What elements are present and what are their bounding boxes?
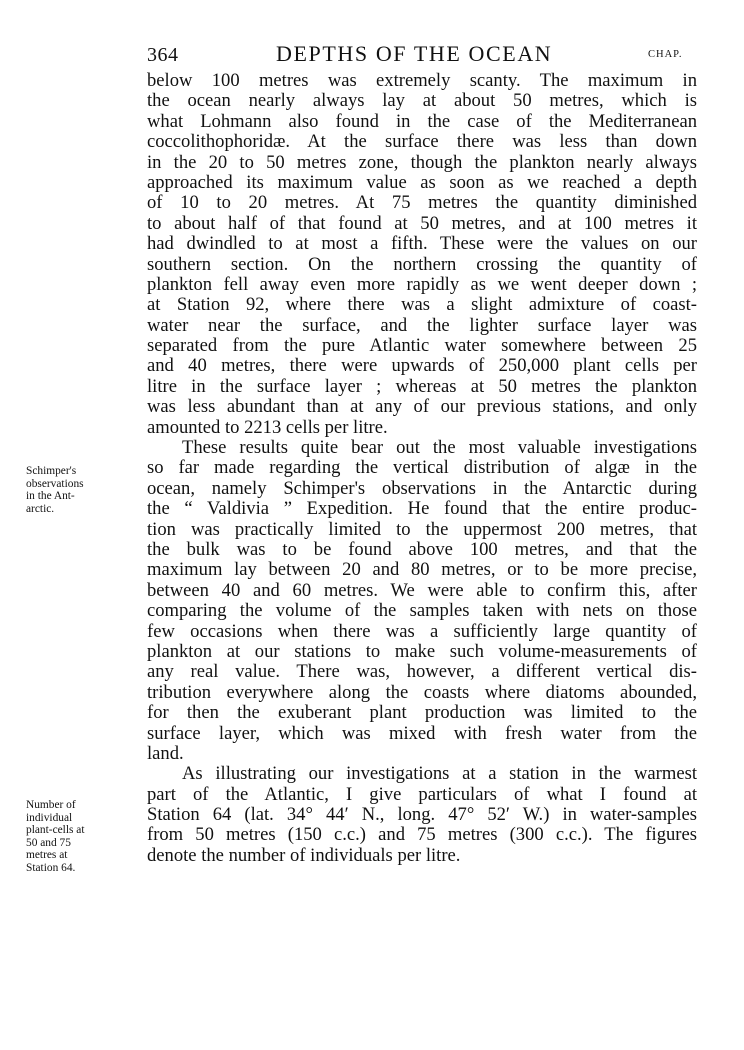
margin-note-line: individual: [26, 811, 73, 824]
chapter-mark: CHAP.: [648, 49, 683, 60]
text-line: water near the surface, and the lighter surface layer was: [147, 314, 697, 336]
text-line: approached its maximum value as soon as we reached a depth: [147, 171, 697, 193]
margin-note-line: 50 and 75: [26, 836, 71, 849]
page-number: 364: [147, 44, 179, 66]
margin-note-line: observations: [26, 477, 84, 490]
text-line: was less abundant than at any of our previous stations, and only: [147, 396, 697, 418]
text-line: litre in the surface layer ; whereas at 50 metres the plankton: [147, 375, 697, 397]
text-line: the bulk was to be found above 100 metres, and that the: [147, 538, 697, 560]
text-line: the “ Valdivia ” Expedition. He found that the entire produc-: [147, 498, 697, 520]
text-line: to about half of that found at 50 metres, and at 100 metres it: [147, 212, 697, 234]
text-line: at Station 92, where there was a slight admixture of coast-: [147, 294, 697, 316]
text-line: As illustrating our investigations at a station in the warmest: [182, 763, 697, 785]
text-line: These results quite bear out the most valuable investigations: [182, 437, 697, 459]
text-line: in the 20 to 50 metres zone, though the plankton nearly always: [147, 151, 697, 173]
paragraph-1: [147, 71, 697, 438]
text-line: maximum lay between 20 and 80 metres, or to be more precise,: [147, 559, 697, 581]
text-line: ocean, namely Schimper's observations in the Antarctic during: [147, 477, 697, 499]
margin-note-line: Schimper's: [26, 465, 77, 477]
text-line: had dwindled to at most a fifth. These were the values on our: [147, 233, 697, 255]
text-line: and 40 metres, there were upwards of 250,000 plant cells per: [147, 355, 697, 377]
margin-note-schimper: [26, 465, 138, 515]
margin-note-station-64: [26, 799, 138, 875]
text-line: separated from the pure Atlantic water somewhere between 25: [147, 335, 697, 357]
text-line: comparing the volume of the samples taken with nets on those: [147, 600, 697, 622]
text-line: coccolithophoridæ. At the surface there was less than down: [147, 131, 697, 153]
running-title: DEPTHS OF THE OCEAN: [276, 41, 553, 66]
text-line: tribution everywhere along the coasts where diatoms abounded,: [147, 681, 697, 703]
text-line: Station 64 (lat. 34° 44′ N., long. 47° 52′ W.) in water-samples: [147, 804, 697, 826]
margin-note-line: plant-cells at: [26, 824, 85, 837]
body-text: [147, 71, 697, 866]
text-line: the ocean nearly always lay at about 50 metres, which is: [147, 90, 697, 112]
margin-note-line: Station 64.: [26, 861, 76, 874]
text-line: what Lohmann also found in the case of the Mediterranean: [147, 110, 697, 132]
text-line: tion was practically limited to the uppermost 200 metres, that: [147, 518, 697, 540]
text-line: plankton fell away even more rapidly as we went deeper down ;: [147, 273, 697, 295]
text-line: denote the number of individuals per litre.: [147, 844, 461, 866]
text-line: plankton at our stations to make such volume-measurements of: [147, 640, 697, 662]
text-line: surface layer, which was mixed with fresh water from the: [147, 722, 697, 744]
text-line: so far made regarding the vertical distribution of algæ in the: [147, 457, 697, 479]
text-line: land.: [147, 742, 184, 764]
text-line: any real value. There was, however, a different vertical dis-: [147, 661, 697, 683]
text-line: southern section. On the northern crossing the quantity of: [147, 253, 697, 275]
margin-note-line: in the Ant-: [26, 490, 75, 503]
text-line: few occasions when there was a sufficiently large quantity of: [147, 620, 697, 642]
text-line: for then the exuberant plant production was limited to the: [147, 702, 697, 724]
text-line: from 50 metres (150 c.c.) and 75 metres (300 c.c.). The figures: [147, 824, 697, 846]
text-line: amounted to 2213 cells per litre.: [147, 416, 388, 438]
paragraph-2: [147, 438, 697, 764]
text-line: of 10 to 20 metres. At 75 metres the quantity diminished: [147, 192, 697, 214]
text-line: below 100 metres was extremely scanty. The maximum in: [147, 70, 697, 91]
margin-note-line: Number of: [26, 799, 76, 811]
margin-note-line: metres at: [26, 849, 68, 862]
margin-note-line: arctic.: [26, 502, 55, 515]
text-line: part of the Atlantic, I give particulars of what I found at: [147, 783, 697, 805]
paragraph-3: [147, 764, 697, 866]
text-line: between 40 and 60 metres. We were able to confirm this, after: [147, 579, 697, 601]
